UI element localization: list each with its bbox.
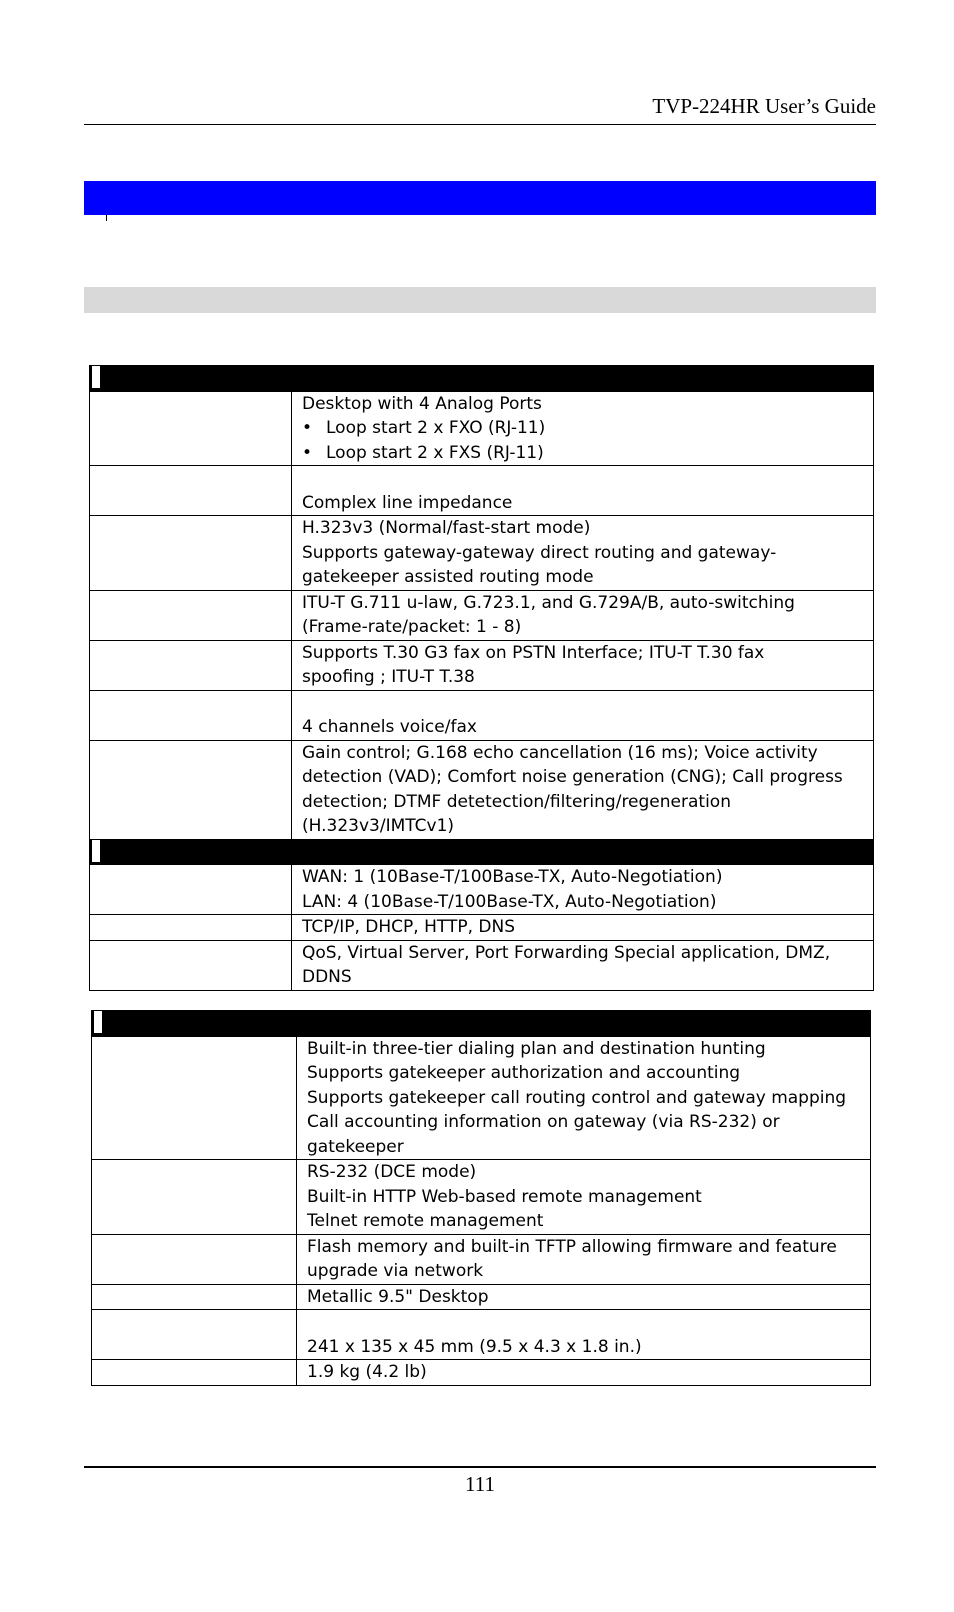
spec-value-line: gatekeeper xyxy=(307,1136,404,1157)
spec-value-line: Built-in three-tier dialing plan and destination hunting xyxy=(307,1038,766,1059)
spec-value-line: 1.9 kg (4.2 lb) xyxy=(307,1362,427,1382)
spec-value-line xyxy=(307,1310,870,1335)
spec-value-line: Complex line impedance xyxy=(302,492,513,513)
spec-value-cell xyxy=(292,590,874,640)
spec-row xyxy=(90,740,874,839)
specifications-table-1 xyxy=(89,365,874,991)
spec-value-line: upgrade via network xyxy=(307,1261,484,1281)
bullet-icon: • xyxy=(302,442,313,463)
spec-label-cell xyxy=(92,1310,297,1360)
tick-mark xyxy=(106,215,107,221)
spec-label-cell xyxy=(90,516,292,591)
spec-value-cell xyxy=(292,466,874,516)
spec-value-cell xyxy=(292,940,874,990)
spec-bullet-text: Loop start 2 x FXS (RJ-11) xyxy=(326,442,544,463)
spec-value-line: DDNS xyxy=(302,967,352,987)
spec-value-cell xyxy=(292,391,874,466)
spec-row xyxy=(92,1284,871,1310)
spec-value-line xyxy=(302,466,873,491)
subsection-bar xyxy=(84,287,876,313)
section-header-notch xyxy=(92,366,100,388)
spec-label-cell xyxy=(90,915,292,941)
spec-value-line: TCP/IP, DHCP, HTTP, DNS xyxy=(302,917,516,937)
spec-value-line: Supports T.30 G3 fax on PSTN Interface; ITU-T T.30 fax xyxy=(302,642,765,663)
spec-value-cell xyxy=(292,690,874,740)
spec-bullet-item xyxy=(302,416,873,441)
spec-value-line: Gain control; G.168 echo cancellation (16 ms); Voice activity xyxy=(302,742,818,763)
spec-value-cell xyxy=(297,1310,871,1360)
page-number: 111 xyxy=(465,1472,495,1496)
spec-row xyxy=(90,940,874,990)
spec-value-cell xyxy=(292,915,874,941)
spec-label-cell xyxy=(90,391,292,466)
spec-value-cell xyxy=(292,516,874,591)
spec-row xyxy=(92,1160,871,1235)
spec-value-line: 4 channels voice/fax xyxy=(302,717,477,737)
spec-value-cell xyxy=(297,1160,871,1235)
spec-row xyxy=(92,1360,871,1386)
section-header-notch xyxy=(92,840,100,862)
spec-row xyxy=(90,865,874,915)
specifications-table-2 xyxy=(91,1010,871,1386)
spec-label-cell xyxy=(92,1360,297,1386)
spec-value-line: (H.323v3/IMTCv1) xyxy=(302,816,455,836)
spec-value-line xyxy=(302,691,873,716)
spec-value-cell xyxy=(292,865,874,915)
spec-value-line: WAN: 1 (10Base-T/100Base-TX, Auto-Negotiation) xyxy=(302,867,723,887)
bullet-icon: • xyxy=(302,418,313,438)
spec-value-line: Flash memory and built-in TFTP allowing firmware and feature xyxy=(307,1236,837,1257)
section-header-row xyxy=(90,839,874,865)
spec-value-cell xyxy=(297,1360,871,1386)
spec-row xyxy=(92,1036,871,1160)
spec-row xyxy=(90,466,874,516)
spec-value-line: spoofing ; ITU-T T.38 xyxy=(302,667,475,687)
spec-value-line: gatekeeper assisted routing mode xyxy=(302,567,594,587)
spec-value-line: Desktop with 4 Analog Ports xyxy=(302,393,542,414)
spec-value-line: 241 x 135 x 45 mm (9.5 x 4.3 x 1.8 in.) xyxy=(307,1336,642,1357)
spec-row xyxy=(90,690,874,740)
section-title-bar xyxy=(84,181,876,215)
spec-label-cell xyxy=(92,1234,297,1284)
header-rule xyxy=(84,124,876,125)
spec-row xyxy=(92,1310,871,1360)
spec-bullet-item xyxy=(302,441,873,466)
spec-row xyxy=(90,915,874,941)
spec-label-cell xyxy=(92,1036,297,1160)
spec-value-line: ITU-T G.711 u-law, G.723.1, and G.729A/B, auto-switching xyxy=(302,592,795,613)
spec-label-cell xyxy=(92,1160,297,1235)
spec-row xyxy=(90,640,874,690)
spec-value-line: RS-232 (DCE mode) xyxy=(307,1162,477,1182)
spec-value-line: Call accounting information on gateway (via RS-232) or xyxy=(307,1112,780,1132)
spec-label-cell xyxy=(90,865,292,915)
spec-value-line: (Frame-rate/packet: 1 - 8) xyxy=(302,617,522,637)
spec-value-line: H.323v3 (Normal/fast-start mode) xyxy=(302,518,591,538)
spec-value-line: LAN: 4 (10Base-T/100Base-TX, Auto-Negotiation) xyxy=(302,891,717,912)
spec-label-cell xyxy=(90,590,292,640)
spec-value-line: Telnet remote management xyxy=(307,1211,544,1231)
section-header-row xyxy=(90,366,874,392)
spec-value-cell xyxy=(297,1234,871,1284)
spec-value-line: Built-in HTTP Web-based remote management xyxy=(307,1186,702,1207)
spec-value-cell xyxy=(292,740,874,839)
spec-value-line: Supports gatekeeper authorization and accounting xyxy=(307,1063,741,1083)
spec-value-line: Metallic 9.5" Desktop xyxy=(307,1286,489,1307)
spec-label-cell xyxy=(90,740,292,839)
footer-rule xyxy=(84,1466,876,1468)
spec-label-cell xyxy=(92,1284,297,1310)
spec-value-line: Supports gateway-gateway direct routing and gateway- xyxy=(302,542,777,563)
spec-row xyxy=(90,590,874,640)
spec-value-line: detection (VAD); Comfort noise generation (CNG); Call progress xyxy=(302,767,843,787)
page-header-title: TVP-224HR User’s Guide xyxy=(652,94,876,118)
spec-value-line: QoS, Virtual Server, Port Forwarding Special application, DMZ, xyxy=(302,942,831,963)
spec-row xyxy=(92,1234,871,1284)
spec-value-cell xyxy=(292,640,874,690)
spec-label-cell xyxy=(90,690,292,740)
spec-row xyxy=(90,391,874,466)
spec-row xyxy=(90,516,874,591)
spec-value-line: Supports gatekeeper call routing control and gateway mapping xyxy=(307,1087,847,1108)
section-header-notch xyxy=(94,1011,102,1033)
spec-value-cell xyxy=(297,1284,871,1310)
spec-value-cell xyxy=(297,1036,871,1160)
spec-bullet-text: Loop start 2 x FXO (RJ-11) xyxy=(326,418,546,438)
spec-value-line: detection; DTMF detetection/filtering/regeneration xyxy=(302,791,731,812)
spec-label-cell xyxy=(90,640,292,690)
spec-label-cell xyxy=(90,466,292,516)
spec-label-cell xyxy=(90,940,292,990)
section-header-row xyxy=(92,1011,871,1037)
